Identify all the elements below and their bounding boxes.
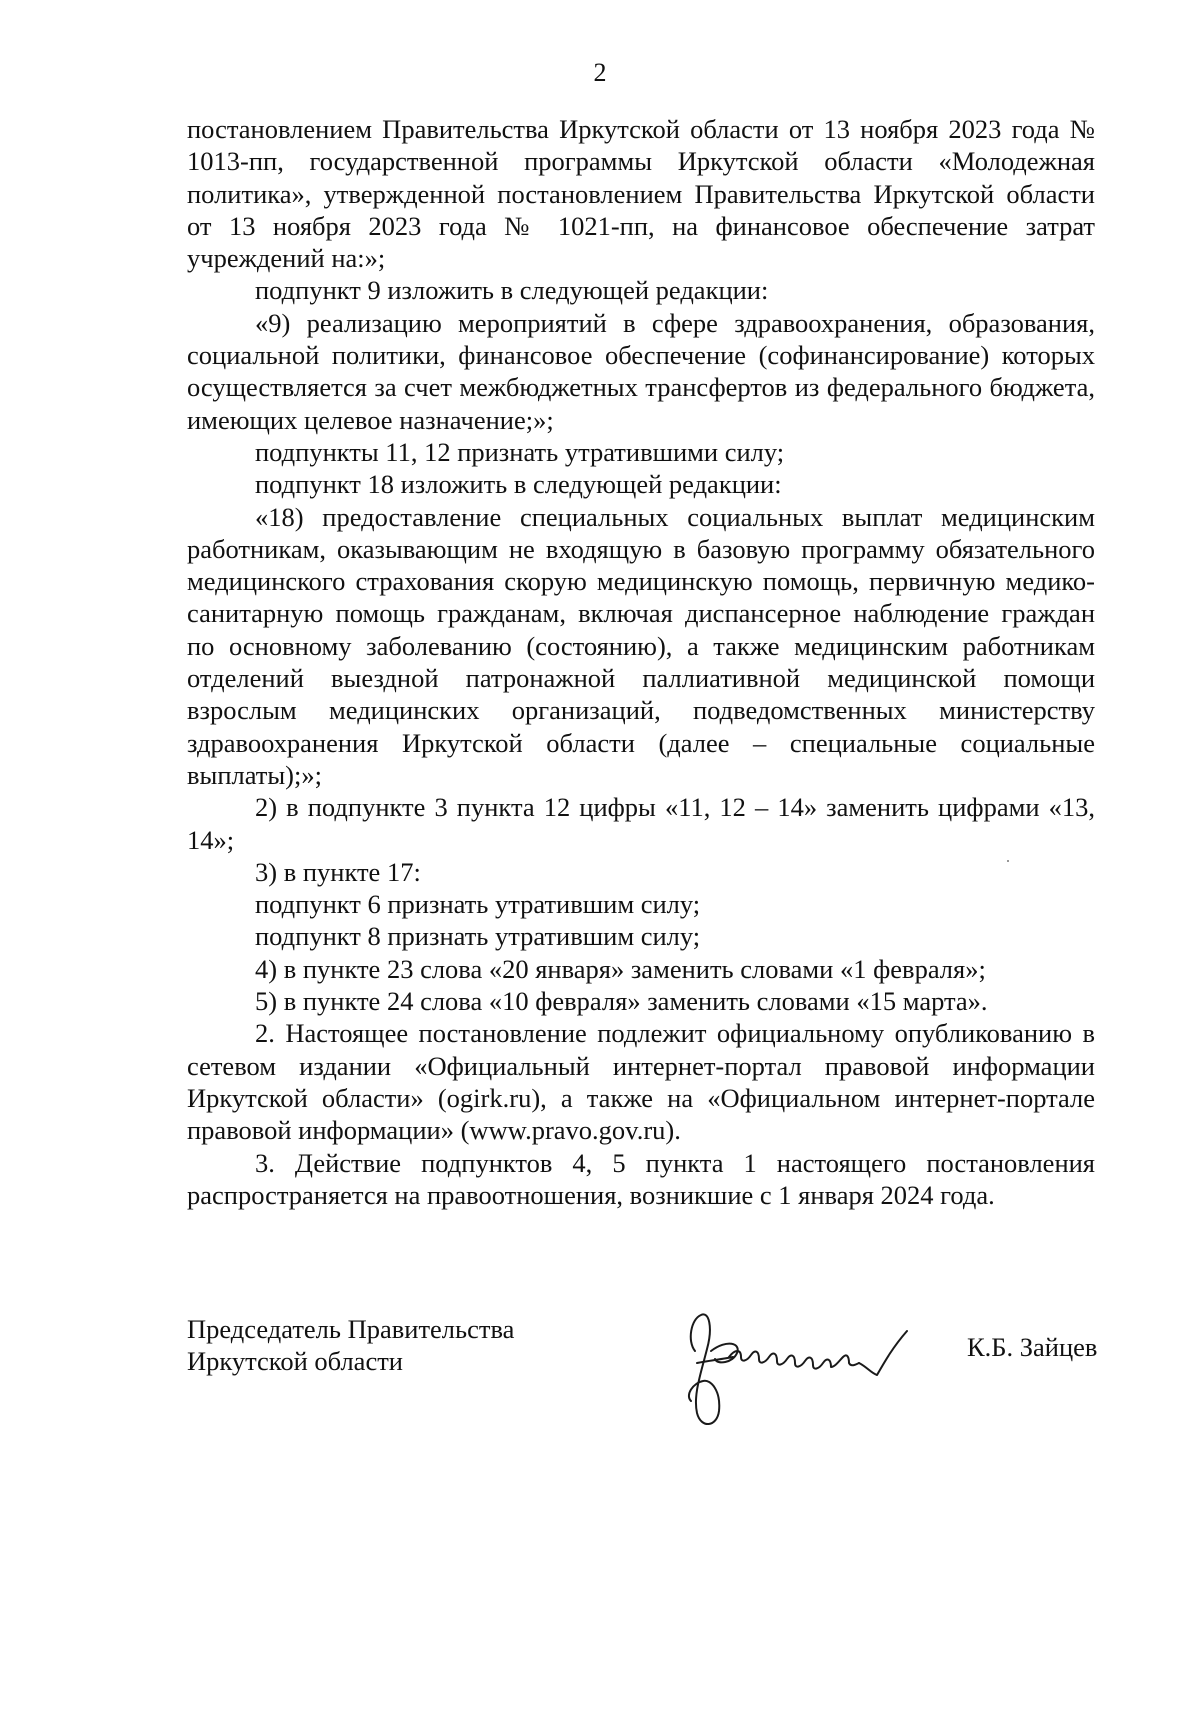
signer-name: К.Б. Зайцев bbox=[967, 1332, 1098, 1362]
paragraph-subpoint-6: подпункт 6 признать утратившим силу; bbox=[255, 889, 701, 920]
paragraph-subpoint-18-intro: подпункт 18 изложить в следующей редакции: bbox=[255, 469, 782, 500]
scan-speck bbox=[1007, 860, 1009, 862]
paragraph-subpoint-9-text: «9) реализацию мероприятий в сфере здравоохранения, образования, социальной политики, финансовое обеспечение (софинансирование) которых осуществляется за счет межбюджетных трансфертов из федерального бюджета, имеющих целевое назначение;»; bbox=[187, 307, 1095, 435]
paragraph-item-3: 3) в пункте 17: bbox=[255, 856, 421, 887]
page-number: 2 bbox=[593, 58, 607, 87]
paragraph-continuation: постановлением Правительства Иркутской области от 13 ноября 2023 года № 1013-пп, государственной программы Иркутской области «Молодежная политика», утвержденной постановлением Правительства Иркутской области от 13 ноября 2023 года № 1021-пп, на финансовое обеспечение затрат учреждений на:»; bbox=[187, 114, 1095, 274]
signer-position bbox=[187, 1313, 514, 1378]
signer-position-line-2: Иркутской области bbox=[187, 1346, 403, 1377]
paragraph-subpoint-18-text: «18) предоставление специальных социальных выплат медицинским работникам, оказывающим не входящую в базовую программу обязательного медицинского страхования скорую медицинскую помощь, первичную медико-санитарную помощь гражданам, включая диспансерное наблюдение граждан по основному заболеванию (состоянию), а также медицинским работникам отделений выездной патронажной паллиативной медицинской помощи взрослым медицинских организаций, подведомственных министерству здравоохранения Иркутской области (далее – специальные социальные выплаты);»; bbox=[187, 501, 1095, 790]
paragraph-item-4: 4) в пункте 23 слова «20 января» заменить словами «1 февраля»; bbox=[255, 953, 986, 984]
signer-position-line-1: Председатель Правительства bbox=[187, 1314, 515, 1344]
paragraph-section-3: 3. Действие подпунктов 4, 5 пункта 1 настоящего постановления распространяется на правоотношения, возникшие с 1 января 2024 года. bbox=[187, 1147, 1095, 1210]
paragraph-subpoint-9-intro: подпункт 9 изложить в следующей редакции: bbox=[255, 275, 769, 306]
paragraph-subpoint-8: подпункт 8 признать утратившим силу; bbox=[255, 921, 701, 952]
paragraph-subpoints-11-12: подпункты 11, 12 признать утратившими силу; bbox=[255, 436, 785, 467]
paragraph-item-5: 5) в пункте 24 слова «10 февраля» заменить словами «15 марта». bbox=[255, 986, 988, 1017]
handwritten-signature bbox=[667, 1291, 927, 1441]
paragraph-section-2: 2. Настоящее постановление подлежит официальному опубликованию в сетевом издании «Официальный интернет-портал правовой информации Иркутской области» (ogirk.ru), а также на «Официальном интернет-портале правовой информации» (www.pravo.gov.ru). bbox=[187, 1018, 1095, 1146]
paragraph-item-2: 2) в подпункте 3 пункта 12 цифры «11, 12 – 14» заменить цифрами «13, 14»; bbox=[187, 792, 1095, 855]
signature-block bbox=[187, 1313, 1098, 1443]
document-body bbox=[187, 113, 1095, 1211]
